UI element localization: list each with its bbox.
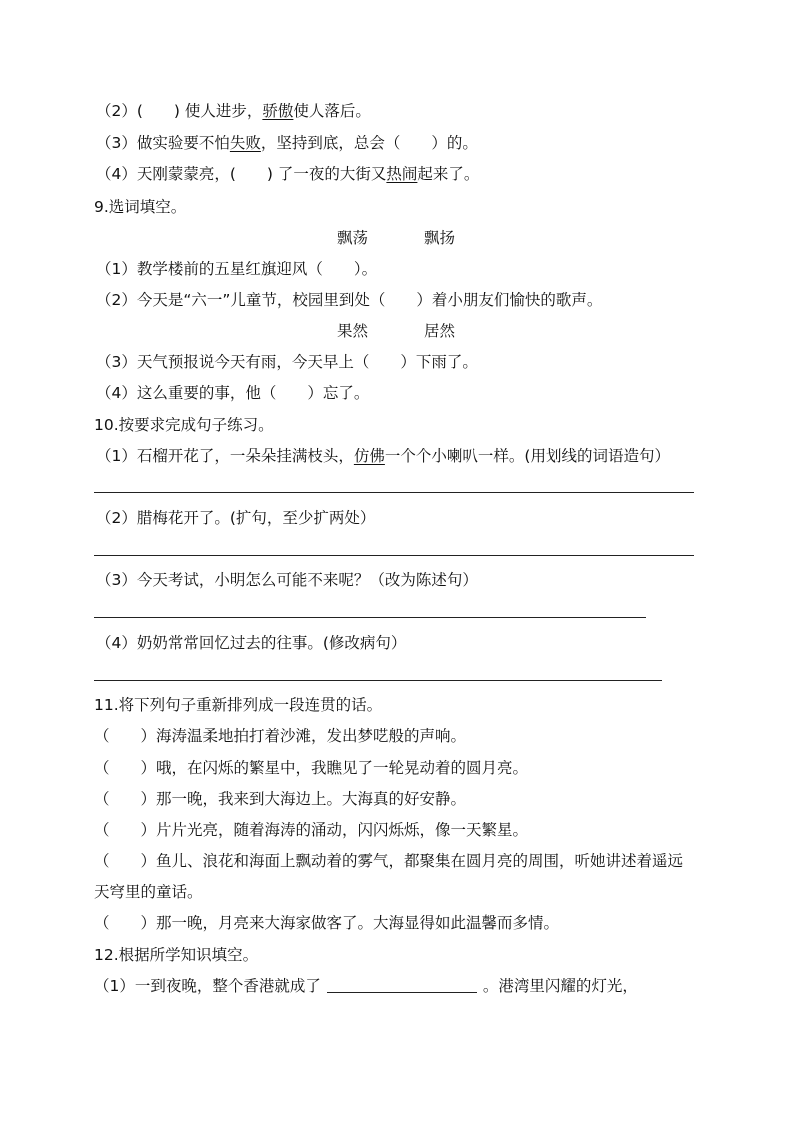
q9-item-2: （2）今天是“六一”儿童节，校园里到处（ ）着小朋友们愉快的歌声。: [96, 291, 603, 309]
answer-line-1[interactable]: [94, 492, 694, 493]
q10-item-4: （4）奶奶常常回忆过去的往事。(修改病句）: [96, 634, 407, 652]
q11-sentence: （ ）鱼儿、浪花和海面上飘动着的雾气，都聚集在圆月亮的周围，听她讲述着遥远: [94, 852, 684, 870]
q9-title: 9.选词填空。: [94, 198, 187, 216]
answer-line-2[interactable]: [94, 555, 694, 556]
q9-word-option-3: 果然: [337, 322, 369, 340]
q9-item-1: （1）教学楼前的五星红旗迎风（ ）。: [96, 260, 378, 278]
q9-word-option-4: 居然: [424, 322, 456, 340]
q11-sentence: （ ）那一晚，月亮来大海家做客了。大海显得如此温馨而多情。: [94, 914, 560, 932]
q12-item-1: （1）一到夜晚，整个香港就成了 。港湾里闪耀的灯光，: [94, 977, 638, 995]
q8-item-2: （2）( ) 使人进步，骄傲使人落后。: [96, 102, 371, 120]
q8-item-3: （3）做实验要不怕失败，坚持到底，总会（ ）的。: [96, 134, 478, 152]
answer-line-3[interactable]: [94, 617, 646, 618]
q9-item-4: （4）这么重要的事，他（ ）忘了。: [96, 384, 370, 402]
q8-item-4: （4）天刚蒙蒙亮，( ) 了一夜的大街又热闹起来了。: [96, 165, 480, 183]
q11-title: 11.将下列句子重新排列成一段连贯的话。: [94, 696, 383, 714]
q10-item-2: （2）腊梅花开了。(扩句，至少扩两处）: [96, 509, 376, 527]
answer-line-4[interactable]: [94, 680, 662, 681]
q10-item-3: （3）今天考试，小明怎么可能不来呢？（改为陈述句）: [96, 571, 478, 589]
q11-sentence: （ ）哦，在闪烁的繁星中，我瞧见了一轮晃动着的圆月亮。: [94, 759, 529, 777]
q11-sentence-continued: 天穹里的童话。: [94, 883, 203, 901]
q10-item-1: （1）石榴开花了，一朵朵挂满枝头，仿佛一个个小喇叭一样。(用划线的词语造句）: [96, 447, 670, 465]
underlined-word: 失败: [229, 134, 261, 152]
q11-sentence: （ ）海涛温柔地拍打着沙滩，发出梦呓般的声响。: [94, 727, 467, 745]
fill-blank[interactable]: [327, 976, 477, 993]
q12-title: 12.根据所学知识填空。: [94, 946, 259, 964]
underlined-word: 骄傲: [262, 102, 294, 120]
q10-title: 10.按要求完成句子练习。: [94, 416, 274, 434]
underlined-word: 仿佛: [353, 447, 385, 465]
q9-word-option-2: 飘扬: [424, 229, 456, 247]
q9-word-option-1: 飘荡: [337, 229, 369, 247]
q11-sentence: （ ）那一晚，我来到大海边上。大海真的好安静。: [94, 790, 467, 808]
underlined-word: 热闹: [386, 165, 418, 183]
q9-item-3: （3）天气预报说今天有雨，今天早上（ ）下雨了。: [96, 353, 478, 371]
q11-sentence: （ ）片片光亮，随着海涛的涌动，闪闪烁烁，像一天繁星。: [94, 821, 529, 839]
